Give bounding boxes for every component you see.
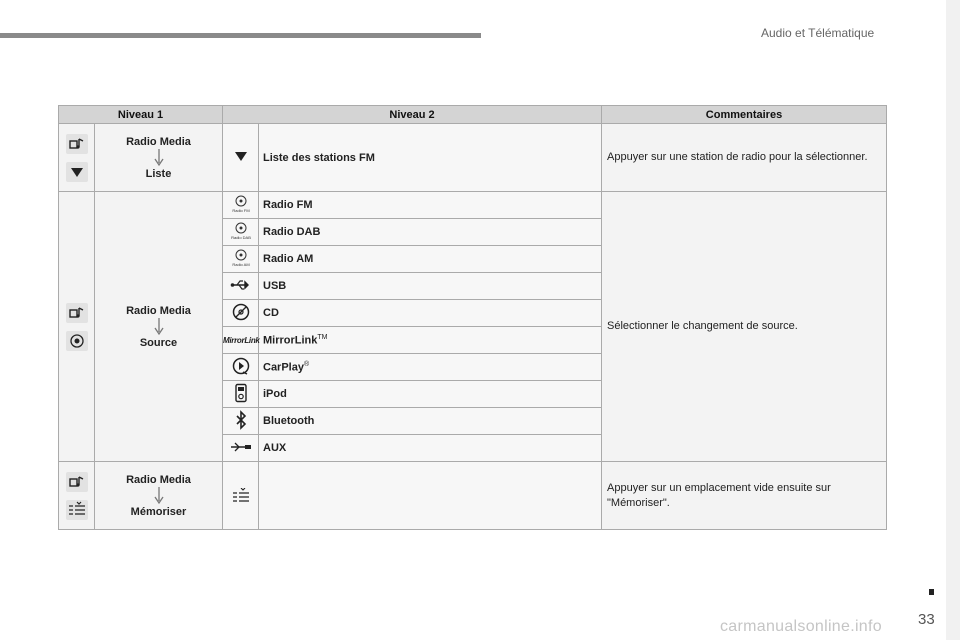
source-usb: USB — [259, 273, 602, 300]
media-note-icon — [66, 472, 88, 492]
level1-icons — [59, 192, 95, 462]
menu-table — [58, 105, 887, 530]
registered-sup: ® — [303, 360, 310, 368]
media-note-icon — [66, 134, 88, 154]
page-edge-strip — [946, 0, 960, 640]
comment-cell: Sélectionner le changement de source. — [602, 192, 887, 462]
radio-fm-caption: Radio FM — [231, 207, 250, 213]
radio-icon — [230, 248, 252, 268]
level2-icon-cell — [223, 246, 259, 273]
header-niveau-1: Niveau 1 — [59, 106, 223, 124]
source-aux: AUX — [259, 435, 602, 462]
radio-icon — [230, 194, 252, 214]
radio-dab-caption: Radio DAB — [230, 234, 251, 240]
source-radio-dab: Radio DAB — [259, 219, 602, 246]
ipod-icon — [234, 383, 248, 403]
arrow-down-icon — [154, 487, 164, 505]
arrow-down-icon — [154, 149, 164, 167]
level2-empty — [259, 462, 602, 530]
aux-icon — [230, 441, 252, 453]
memorize-list-icon — [230, 488, 252, 502]
level2-icon-cell — [223, 462, 259, 530]
triangle-down-icon — [233, 149, 249, 163]
radio-am-caption: Radio AM — [231, 261, 250, 267]
level1-icons — [59, 462, 95, 530]
source-radio-am: Radio AM — [259, 246, 602, 273]
source-target-icon — [66, 331, 88, 351]
level2-icon-cell — [223, 381, 259, 408]
cd-icon — [231, 302, 251, 322]
section-title: Audio et Télématique — [761, 26, 875, 40]
level1-memoriser: Mémoriser — [130, 505, 187, 518]
memorize-list-icon — [66, 500, 88, 520]
level2-liste-stations: Liste des stations FM — [259, 124, 602, 192]
comment-cell: Appuyer sur un emplacement vide ensuite sur "Mémoriser". — [602, 462, 887, 530]
usb-icon — [230, 278, 252, 292]
trademark-sup: TM — [317, 333, 328, 341]
media-note-icon — [66, 303, 88, 323]
comment-cell: Appuyer sur une station de radio pour la sélectionner. — [602, 124, 887, 192]
bluetooth-icon — [234, 410, 248, 430]
end-marker — [929, 589, 934, 595]
level1-cell — [95, 124, 223, 192]
header-bar — [0, 33, 481, 38]
level1-radio-media: Radio Media — [126, 473, 191, 486]
source-radio-fm: Radio FM — [259, 192, 602, 219]
level2-icon-cell — [223, 354, 259, 381]
mirrorlink-icon: MirrorLink — [223, 336, 260, 345]
source-carplay — [259, 354, 602, 381]
level2-icon-cell — [223, 327, 259, 354]
level2-icon-cell — [223, 435, 259, 462]
watermark: carmanualsonline.info — [720, 618, 882, 635]
arrow-down-icon — [154, 318, 164, 336]
mirrorlink-label: MirrorLink — [263, 334, 318, 347]
source-cd: CD — [259, 300, 602, 327]
level2-icon-cell — [223, 192, 259, 219]
level1-cell — [95, 462, 223, 530]
level2-icon-cell — [223, 219, 259, 246]
header-commentaires: Commentaires — [602, 106, 887, 124]
table-row — [59, 124, 887, 192]
level2-icon-cell — [223, 273, 259, 300]
header-niveau-2: Niveau 2 — [223, 106, 602, 124]
radio-icon — [230, 221, 252, 241]
table-row — [59, 462, 887, 530]
source-mirrorlink — [259, 327, 602, 354]
level1-liste: Liste — [145, 167, 172, 180]
level2-icon-cell — [223, 124, 259, 192]
level1-radio-media: Radio Media — [126, 135, 191, 148]
page-number: 33 — [918, 611, 935, 628]
level1-cell — [95, 192, 223, 462]
carplay-label: CarPlay — [263, 361, 304, 374]
source-bluetooth: Bluetooth — [259, 408, 602, 435]
table-header-row — [59, 106, 887, 124]
level1-icons — [59, 124, 95, 192]
triangle-down-icon — [66, 162, 88, 182]
level1-source: Source — [139, 336, 178, 349]
level1-radio-media: Radio Media — [126, 304, 191, 317]
source-ipod: iPod — [259, 381, 602, 408]
level2-icon-cell — [223, 408, 259, 435]
level2-icon-cell — [223, 300, 259, 327]
carplay-icon — [231, 356, 251, 376]
table-row — [59, 192, 887, 219]
